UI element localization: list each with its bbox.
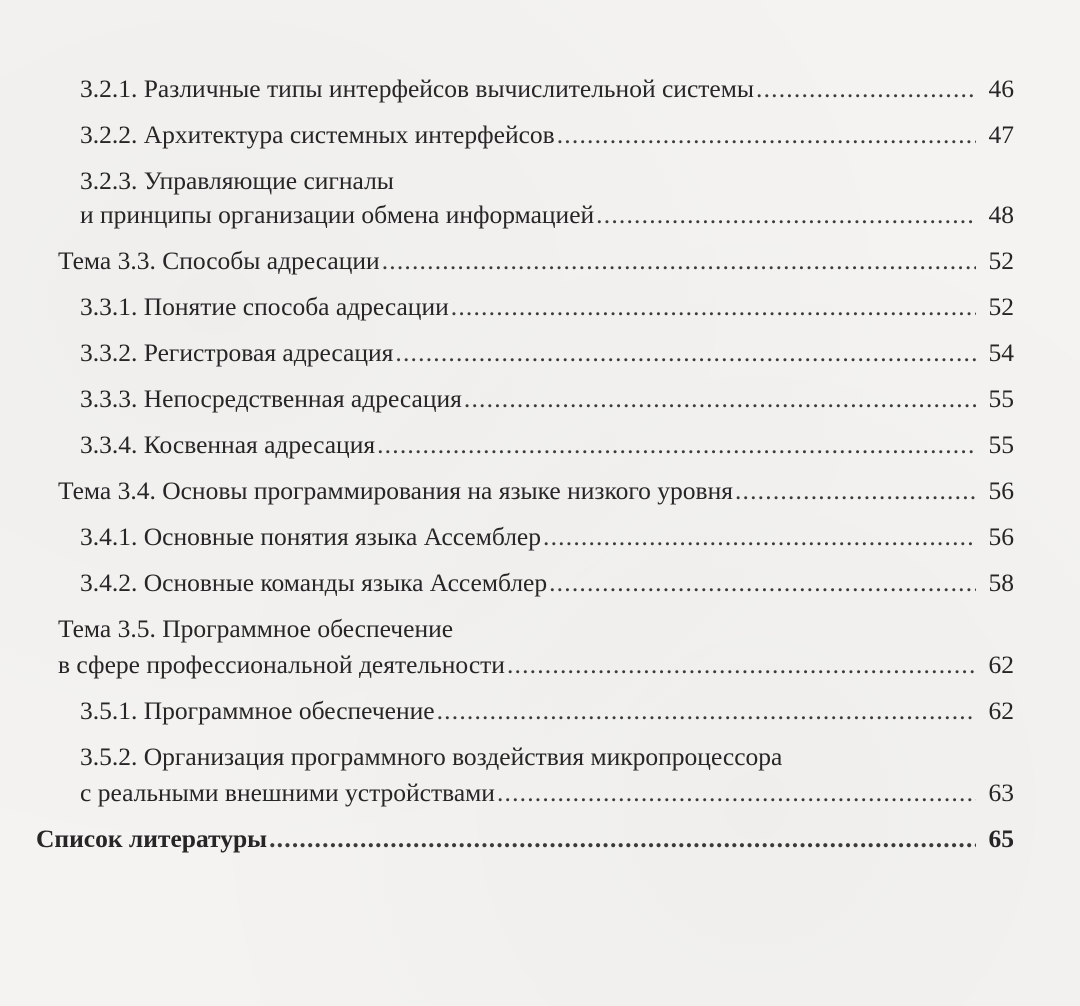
toc-entry-title: 3.3.2. Регистровая адресация: [80, 338, 394, 367]
toc-page-number: 56: [988, 522, 1014, 551]
toc-leader-dots: [596, 192, 976, 238]
toc-entry-title: и принципы организации обмена информацией: [80, 200, 595, 229]
toc-entry-title: 3.2.1. Различные типы интерфейсов вычислительной системы: [80, 74, 754, 103]
toc-entry-title: 3.2.2. Архитектура системных интерфейсов: [80, 120, 555, 149]
toc-leader-dots: [451, 284, 976, 330]
toc-entry-title: 3.2.3. Управляющие сигналы: [80, 166, 394, 195]
toc-page-number: 55: [988, 430, 1014, 459]
toc-page-number: 52: [988, 246, 1014, 275]
toc-leader-dots: [735, 468, 976, 514]
toc-leader-dots: [377, 422, 976, 468]
toc-page-number: 55: [988, 384, 1014, 413]
toc-entry-title: 3.4.1. Основные понятия языка Ассемблер: [80, 522, 542, 551]
toc-page-number: 62: [988, 696, 1014, 725]
toc-leader-dots: [497, 770, 976, 816]
toc-page-number: 65: [988, 824, 1014, 853]
toc-entry-title: 3.5.1. Программное обеспечение: [80, 696, 435, 725]
toc-page-number: 47: [988, 120, 1014, 149]
toc-page-number: 63: [988, 778, 1014, 807]
toc-page-number: 56: [988, 476, 1014, 505]
toc-entry-title: 3.3.1. Понятие способа адресации: [80, 292, 449, 321]
toc-page-number: 52: [988, 292, 1014, 321]
toc-entry-title: Список литературы: [36, 824, 268, 853]
toc-entry-title: 3.4.2. Основные команды языка Ассемблер: [80, 568, 548, 597]
toc-leader-dots: [382, 238, 976, 284]
toc-entry-title: 3.5.2. Организация программного воздействия микропроцессора: [80, 742, 783, 771]
toc-page-number: 54: [988, 338, 1014, 367]
toc-page-number: 58: [988, 568, 1014, 597]
toc-leader-dots: [269, 816, 976, 862]
toc-page-number: 46: [988, 74, 1014, 103]
toc-leader-dots: [549, 560, 976, 606]
toc-entry-title: 3.3.4. Косвенная адресация: [80, 430, 376, 459]
toc-entry-title: 3.3.3. Непосредственная адресация: [80, 384, 462, 413]
toc-leader-dots: [543, 514, 976, 560]
toc-leader-dots: [756, 66, 976, 112]
toc-leader-dots: [464, 376, 976, 422]
toc-leader-dots: [507, 642, 976, 688]
toc-page-number: 48: [988, 200, 1014, 229]
toc-entry-title: Тема 3.4. Основы программирования на языке низкого уровня: [58, 476, 733, 505]
toc-leader-dots: [437, 688, 976, 734]
toc-entry-title: с реальными внешними устройствами: [80, 778, 495, 807]
toc-entry-title: в сфере профессиональной деятельности: [58, 650, 505, 679]
toc-entry-title: Тема 3.3. Способы адресации: [58, 246, 380, 275]
toc-entry-title: Тема 3.5. Программное обеспечение: [58, 614, 454, 643]
toc-leader-dots: [557, 112, 976, 158]
toc-leader-dots: [395, 330, 976, 376]
toc-page-number: 62: [988, 650, 1014, 679]
